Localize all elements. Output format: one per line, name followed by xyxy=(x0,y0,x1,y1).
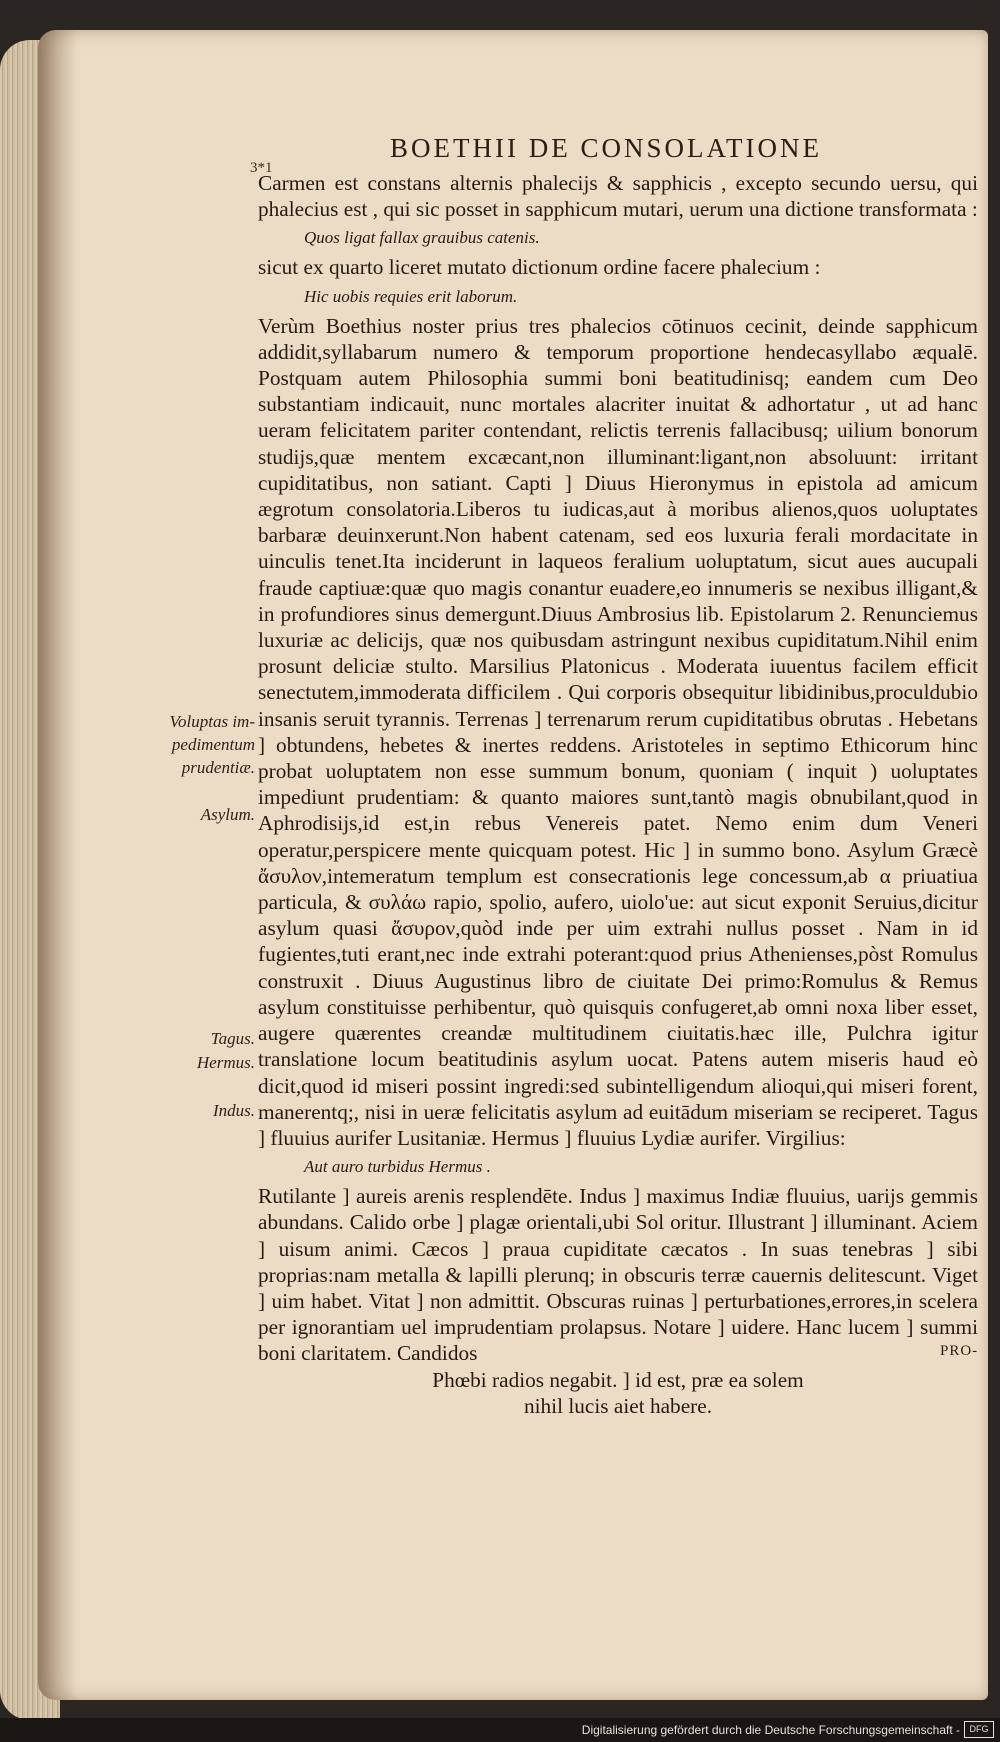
folio-number: 3*1 xyxy=(250,160,273,176)
margin-note-voluptas: Voluptas im- pedimentum prudentiæ. xyxy=(169,712,255,777)
closing-line: nihil lucis aiet habere. xyxy=(523,1393,713,1418)
dfg-logo-icon: DFG xyxy=(964,1721,994,1738)
closing-line: Phœbi radios negabit. ] id est, præ ea solem xyxy=(432,1367,804,1392)
margin-note-tagus: Tagus. xyxy=(210,1029,255,1048)
paragraph-meter: Carmen est constans alternis phalecijs & sapphicis , excepto secundo uersu, qui phalecius est , qui sic posset in sapphicum mutari, uerum una dictione transformata : xyxy=(258,171,978,222)
running-head: BOETHII DE CONSOLATIONE xyxy=(390,133,822,163)
paragraph-phalecium: sicut ex quarto liceret mutato dictionum ordine facere phalecium : xyxy=(258,255,821,280)
margin-note-hermus: Hermus. xyxy=(196,1053,255,1072)
gutter-shadow xyxy=(38,30,78,1700)
footer-bar xyxy=(0,1718,1000,1742)
margin-note-indus: Indus. xyxy=(212,1101,255,1120)
verse-quote: Hic uobis requies erit laborum. xyxy=(304,286,518,306)
catchword: PRO- xyxy=(940,1343,979,1359)
paragraph-indus: Rutilante ] aureis arenis resplendēte. Indus ] maximus Indiæ fluuius, uarijs gemmis abundans. Calido orbe ] plagæ orientali,ubi Sol oritur. Illustrant ] illuminant. Aciem ] uisum animi. Cæcos ] praua cupiditate cæcatos . In suas tenebras ] sibi proprias:nam metalla & lapilli plerunq; in obscuris terræ cauernis delitescunt. Viget ] uim habet. Vitat ] non admittit. Obscuras ruinas ] perturbationes,errores,in scelera per ignorantiam uel imprudentiam prolapsus. Notare ] uidere. Hanc lucem ] summi boni claritatem. Candidos xyxy=(258,1184,978,1366)
commentary-text xyxy=(258,170,978,1419)
verse-quote: Aut auro turbidus Hermus . xyxy=(304,1157,491,1177)
margin-note-asylum: Asylum. xyxy=(200,805,255,824)
funding-credit: Digitalisierung gefördert durch die Deutsche Forschungsgemeinschaft - xyxy=(581,1723,960,1737)
verse-quote: Quos ligat fallax grauibus catenis. xyxy=(304,228,540,248)
paragraph-commentary: Verùm Boethius noster prius tres phalecios cōtinuos cecinit, deinde sapphicum addidit,syllabarum numero & temporum proportione hendecasyllabo æqualē. Postquam autem Philosophia summi boni beatitudinisq; eandem cum Deo substantiam indicauit, nunc mortales alacriter inuitat & adhortatur , ut ad hanc ueram felicitatem pariter contendant, relictis terrenis fallacibusq; uilium bonorum studijs,quæ mentem excæcant,non illuminant:ligant,non absoluunt: irritant cupiditatibus, non satiant. Capti ] Diuus Hieronymus in epistola ad amicum ægrotum consolatoria.Liberos tu iudicas,aut à moribus alienos,quos uoluptates barbaræ deuinxerunt.Non habent catenam, sed eos luxuria ferali mordacitate in uinculis tenet.Ita inciderunt in laqueos feralium uoluptatum, sicut aues aucupali fraude captiuæ:quæ quo magis conantur euadere,eo innumeris se nexibus illigant,& in profundiores sinus demergunt.Diuus Ambrosius lib. Epistolarum 2. Renunciemus luxuriæ ac delicijs, quæ nos quibusdam astringunt nexibus cupiditatum.Nihil enim prosunt deliciæ stulto. Marsilius Platonicus . Moderata iuuentus facilem efficit senectutem,immoderata difficilem . Qui corporis obsequitur libidinibus,proculdubio insanis seruit tyrannis. Terrenas ] terrenarum rerum cupiditatibus obrutas . Hebetans ] obtundens, hebetes & inertes reddens. Aristoteles in septimo Ethicorum hinc probat uoluptatem non esse summum bonum, quoniam ( inquit ) uoluptates impediunt prudentiam: & quanto maiores sunt,tantò magis obnubilant,quod in Aphrodisijs,id est,in rebus Venereis patet. Nemo enim dum Veneri operatur,perspicere mente quicquam potest. Hic ] in summo bono. Asylum Græcè ἄσυλον,intemeratum templum est consecrationis lege concessum,ab α priuatiua particula, & συλάω rapio, spolio, aufero, uiolo'ue: aut sicut exponit Seruius,dicitur asylum quasi ἄσυρον,quòd inde per uim extrahi nullus posset . Nam in id fugientes,tuti erant,nec inde extrahi poterant:quod prius Athenienses,pòst Romulus construxit . Diuus Augustinus libro de ciuitate Dei primo:Romulus & Remus asylum constituisse perhibentur, quò quisquis confugeret,ab omni noxa liber esset, augere quærentes creandæ multitudinem ciuitatis.hæc ille, Pulchra igitur translatione locum beatitudinis asylum uocat. Patens autem miseris haud eò dicit,quod id miseri possint ingredi:sed subintelligendum alioqui,qui miseri forent, manerentq;, nisi in ueræ felicitatis asylum ad euitādum miseriam se reciperet. Tagus ] fluuius aurifer Lusitaniæ. Hermus ] fluuius Lydiæ aurifer. Virgilius: xyxy=(258,313,978,1150)
